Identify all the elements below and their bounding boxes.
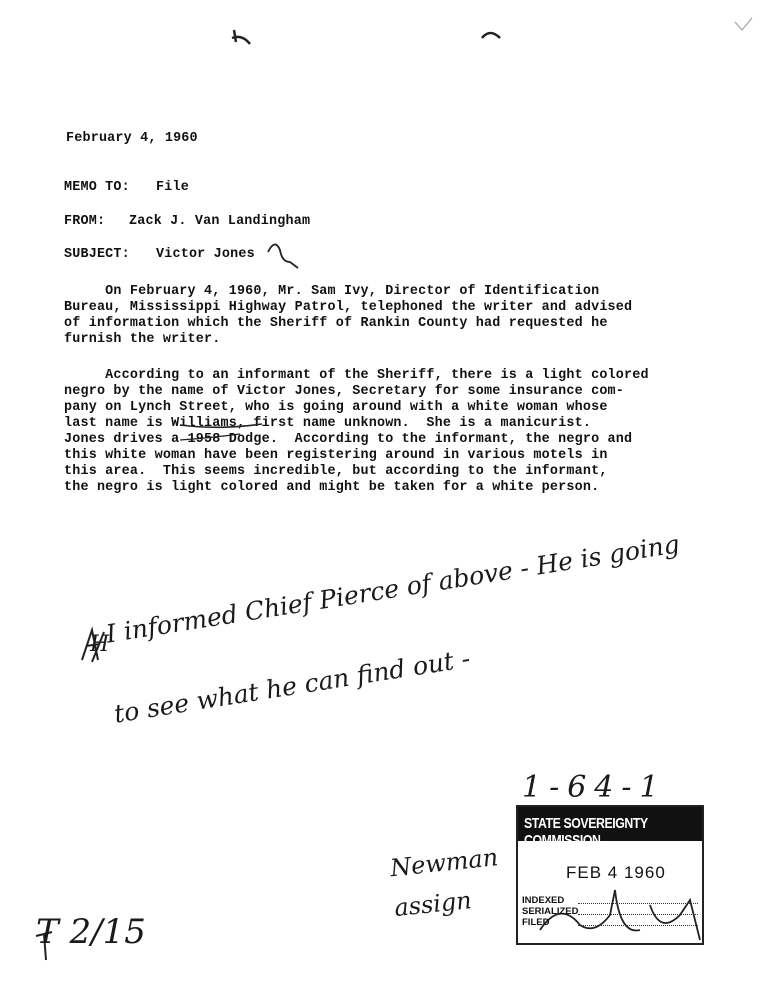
corner-mark: T 2/15 <box>36 912 146 952</box>
stamp-filed: FILED <box>522 917 550 928</box>
paragraph-line: this area. This seems incredible, but according to the informant, <box>64 464 608 479</box>
received-stamp <box>516 805 704 945</box>
paragraph-line: Bureau, Mississippi Highway Patrol, telephoned the writer and advised <box>64 300 633 315</box>
stamp-filed-line <box>578 925 698 926</box>
stamp-date: FEB 4 1960 <box>566 863 666 882</box>
paragraph-line: the negro is light colored and might be taken for a white person. <box>64 480 600 495</box>
paragraph-line: this white woman have been registering around in various motels in <box>64 448 608 463</box>
paragraph-line: On February 4, 1960, Mr. Sam Ivy, Director of Identification <box>64 284 600 299</box>
signature-note: Newman assign <box>388 843 500 923</box>
file-number: 1-64-1 <box>522 770 667 805</box>
handwritten-initial: H <box>90 632 110 657</box>
paragraph-line: last name is Williams, first name unknown. She is a manicurist. <box>64 416 592 431</box>
paragraph-line: According to an informant of the Sheriff, there is a light colored <box>64 368 649 383</box>
paragraph-line: negro by the name of Victor Jones, Secretary for some insurance com- <box>64 384 625 399</box>
paragraph-line: pany on Lynch Street, who is going around with a white woman whose <box>64 400 608 415</box>
from-label: FROM: <box>64 214 106 229</box>
stamp-indexed-line <box>578 903 698 904</box>
handwritten-note-line-1: I informed Chief Pierce of above - He is going <box>104 529 682 649</box>
paragraph-line: Jones drives a 1958 Dodge. According to the informant, the negro and <box>64 432 633 447</box>
handwritten-note-line-2: to see what he can find out - <box>112 643 473 729</box>
paragraph-line: furnish the writer. <box>64 332 221 347</box>
memo-to-value: File <box>156 180 189 195</box>
stamp-header: STATE SOVEREIGNTY COMMISSION <box>524 815 648 849</box>
memo-to-label: MEMO TO: <box>64 180 130 195</box>
stamp-serialized-line <box>578 914 698 915</box>
stamp-indexed: INDEXED <box>522 895 565 906</box>
subject-label: SUBJECT: <box>64 247 130 262</box>
stamp-header-bar <box>518 807 702 849</box>
stamp-serialized: SERIALIZED <box>522 906 579 917</box>
paragraph-line: of information which the Sheriff of Rankin County had requested he <box>64 316 608 331</box>
subject-value: Victor Jones <box>156 247 255 262</box>
from-value: Zack J. Van Landingham <box>129 214 311 229</box>
memo-date: February 4, 1960 <box>66 131 198 146</box>
